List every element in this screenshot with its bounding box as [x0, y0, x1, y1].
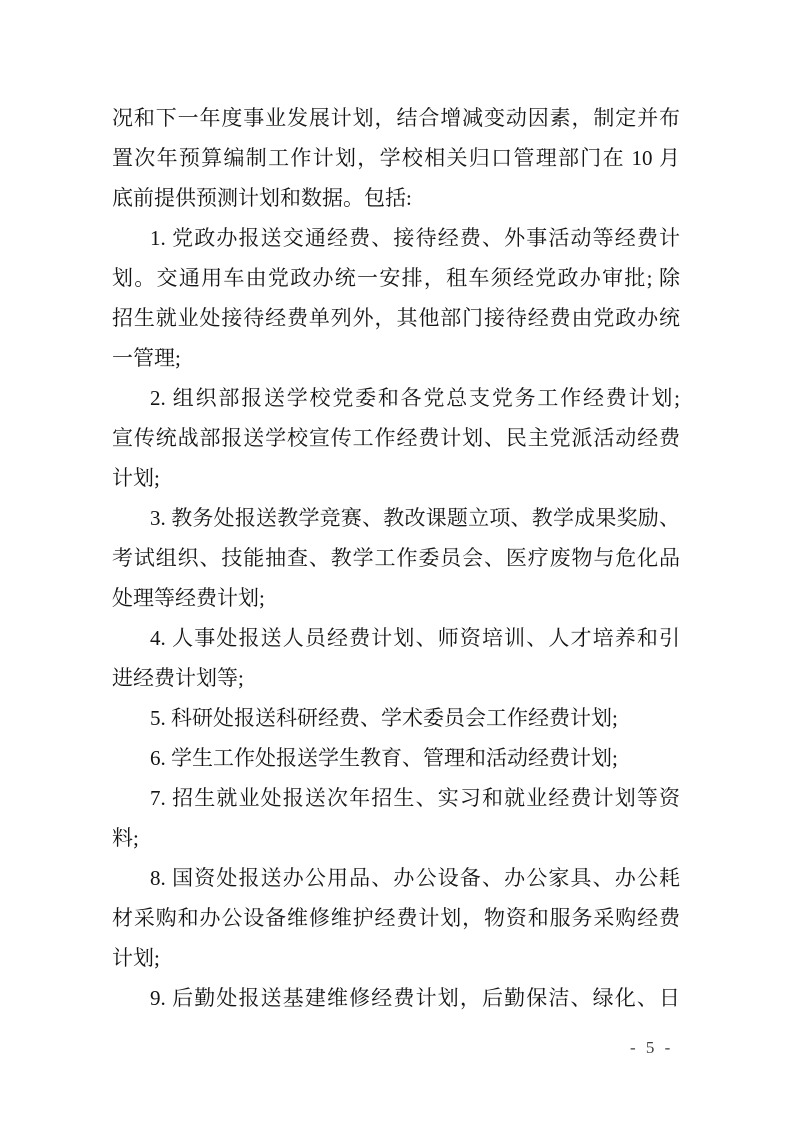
text-line-item-5: 5. 科研处报送科研经费、学术委员会工作经费计划;: [150, 706, 618, 730]
text-line: 进经费计划等;: [112, 666, 244, 690]
text-line-item-7: 7. 招生就业处报送次年招生、实习和就业经费计划等资: [150, 786, 680, 810]
text-line: 宣传统战部报送学校宣传工作经费计划、民主党派活动经费: [112, 426, 680, 450]
text-line: 招生就业处接待经费单列外，其他部门接待经费由党政办统: [112, 306, 680, 330]
text-line: 划。交通用车由党政办统一安排，租车须经党政办审批; 除: [112, 266, 680, 290]
text-line: 处理等经费计划;: [112, 586, 265, 610]
document-text-block: [112, 98, 680, 1018]
text-line: 一管理;: [112, 346, 181, 370]
text-line-item-8: 8. 国资处报送办公用品、办公设备、办公家具、办公耗: [150, 866, 680, 890]
page-number: - 5 -: [630, 1038, 674, 1057]
text-line-item-3: 3. 教务处报送教学竞赛、教改课题立项、教学成果奖励、: [150, 506, 680, 530]
text-line: 置次年预算编制工作计划，学校相关归口管理部门在 10 月: [112, 146, 680, 170]
text-line-item-2: 2. 组织部报送学校党委和各党总支党务工作经费计划;: [150, 386, 680, 410]
text-line: 料;: [112, 826, 139, 850]
text-line: 计划;: [112, 466, 160, 490]
text-line: 底前提供预测计划和数据。包括:: [112, 186, 412, 210]
text-line-item-9: 9. 后勤处报送基建维修经费计划，后勤保洁、绿化、日: [150, 986, 680, 1010]
text-line-item-4: 4. 人事处报送人员经费计划、师资培训、人才培养和引: [150, 626, 680, 650]
text-line: 考试组织、技能抽查、教学工作委员会、医疗废物与危化品: [112, 546, 680, 570]
text-line-item-6: 6. 学生工作处报送学生教育、管理和活动经费计划;: [150, 746, 618, 770]
text-line: 况和下一年度事业发展计划，结合增减变动因素，制定并布: [112, 106, 680, 130]
text-line: 计划;: [112, 946, 160, 970]
text-line: 材采购和办公设备维修维护经费计划，物资和服务采购经费: [112, 906, 680, 930]
text-line-item-1: 1. 党政办报送交通经费、接待经费、外事活动等经费计: [150, 226, 680, 250]
